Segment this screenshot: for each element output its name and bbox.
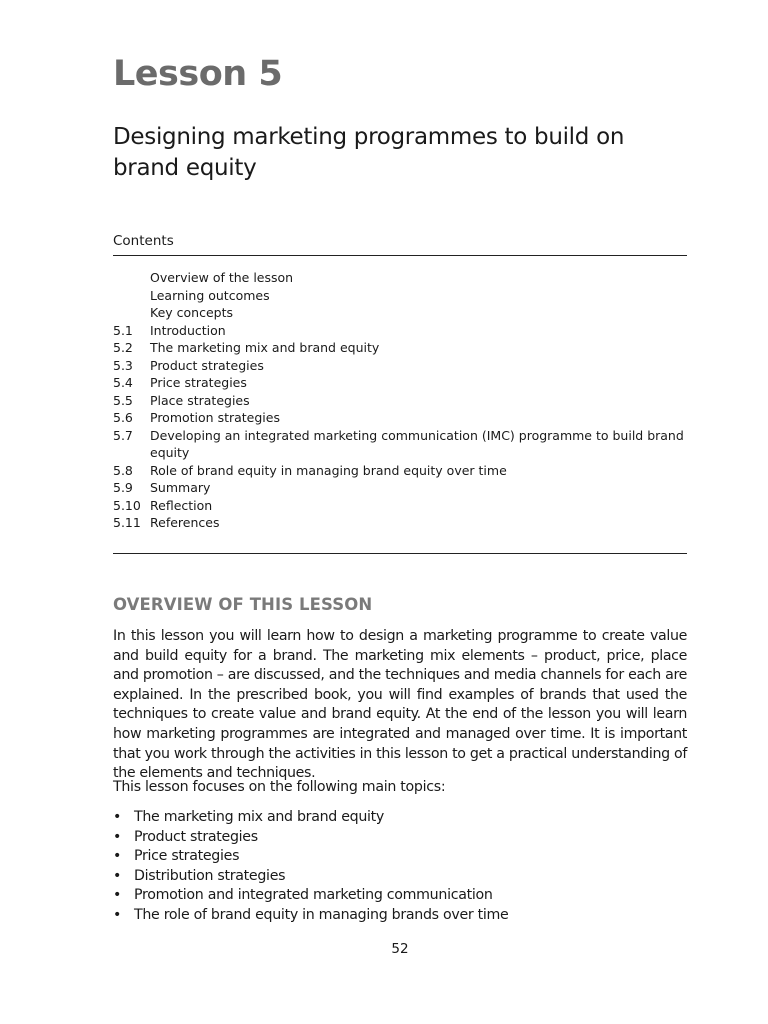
toc-item-number: 5.8 [113,462,133,478]
toc-item-text: References [150,515,220,530]
table-of-contents [113,269,687,532]
toc-item-number: 5.6 [113,410,133,425]
toc-item [113,427,687,462]
toc-item-text: Overview of the lesson [150,270,294,285]
topic-item [113,828,508,848]
toc-item [113,304,687,322]
toc-item-number: 5.4 [113,375,133,390]
bullet-icon: • [113,906,122,923]
bullet-icon: • [113,828,122,845]
toc-item-number: 5.3 [113,357,133,373]
toc-item [113,374,687,392]
toc-item [113,514,687,532]
toc-item [113,479,687,497]
toc-item-text: Learning outcomes [150,287,270,303]
toc-item-number: 5.10 [113,497,141,513]
toc-item-number: 5.1 [113,322,133,338]
toc-item [113,339,687,357]
toc-item-number: 5.2 [113,340,133,355]
toc-item [113,322,687,340]
topic-text: Price strategies [134,848,240,865]
topic-item [113,886,508,906]
toc-item-text: Summary [150,480,211,495]
toc-item [113,269,687,287]
topic-text: The marketing mix and brand equity [134,809,385,825]
topic-item [113,847,508,867]
toc-item [113,462,687,480]
topics-list [113,808,508,926]
overview-paragraph: In this lesson you will learn how to design a marketing programme to create value and build equity for a brand. The marketing mix elements – product, price, place and promotion – are discussed, and the techniques and media channels for each are explained. In the prescribed book, you will find examples of brands that used the techniques to create value and brand equity. At the end of the lesson you will learn how marketing programmes are integrated and managed over time. It is important that you work through the activities in this lesson to get a practical understanding of the elements and techniques. [113,628,687,782]
bullet-icon: • [113,867,122,884]
toc-item-number [113,304,150,322]
lesson-subtitle: Designing marketing programmes to build on brand equity [113,124,625,181]
lesson-title: Lesson 5 [113,54,283,94]
toc-item [113,497,687,515]
toc-item [113,357,687,375]
toc-item-text: Promotion strategies [150,410,280,425]
topic-text: The role of brand equity in managing brands over time [134,906,509,923]
toc-item-number: 5.7 [113,427,133,443]
toc-item-text: Product strategies [150,357,264,373]
topic-text: Distribution strategies [134,867,286,884]
toc-item-text: Reflection [150,497,213,513]
topic-text: Product strategies [134,828,258,845]
topic-text: Promotion and integrated marketing communication [134,887,493,904]
contents-top-divider [113,255,687,256]
toc-item-text: Introduction [150,322,226,338]
bullet-icon: • [113,809,122,825]
toc-item [113,409,687,427]
bullet-icon: • [113,848,122,865]
toc-item [113,392,687,410]
contents-heading: Contents [113,233,174,249]
topic-item [113,867,508,887]
topics-intro: This lesson focuses on the following main topics: [113,779,446,795]
toc-item-text: The marketing mix and brand equity [150,340,380,355]
toc-item-number: 5.5 [113,392,133,408]
page-number: 52 [391,941,409,957]
contents-bottom-divider [113,553,687,554]
bullet-icon: • [113,887,122,904]
toc-item-number [113,287,150,305]
toc-item-number [113,269,150,287]
toc-item-number: 5.9 [113,480,133,495]
toc-item-text: Developing an integrated marketing communication (IMC) programme to build brand equity [150,427,684,460]
toc-item-text: Place strategies [150,392,250,408]
toc-item-text: Price strategies [150,375,247,390]
toc-item-number: 5.11 [113,515,141,530]
toc-item-text: Role of brand equity in managing brand equity over time [150,462,507,478]
toc-item-text: Key concepts [150,305,233,320]
topic-item [113,906,508,926]
toc-item [113,287,687,305]
overview-heading: OVERVIEW OF THIS LESSON [113,595,373,614]
topic-item [113,808,508,828]
